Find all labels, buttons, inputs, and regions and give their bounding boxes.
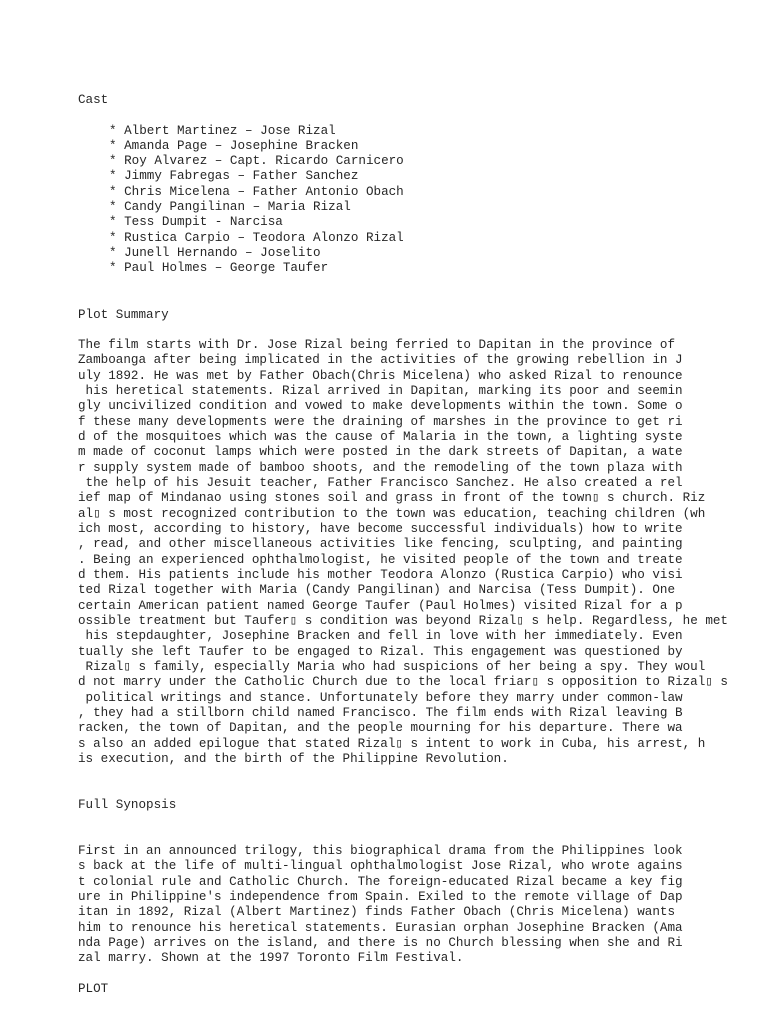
- plot-summary-line: uly 1892. He was met by Father Obach(Chris Micelena) who asked Rizal to renounce: [78, 369, 683, 383]
- plot-summary-line: gly uncivilized condition and vowed to make developments within the town. Some o: [78, 399, 683, 413]
- plot-summary-line: f these many developments were the draining of marshes in the province to get ri: [78, 415, 683, 429]
- plot-heading: PLOT: [78, 982, 109, 996]
- plot-summary-line: ief map of Mindanao using stones soil and grass in front of the town▯ s church. Riz: [78, 491, 706, 505]
- plot-summary-line: tually she left Taufer to be engaged to Rizal. This engagement was questioned by: [78, 645, 683, 659]
- cast-heading: Cast: [78, 93, 109, 107]
- plot-summary-line: certain American patient named George Taufer (Paul Holmes) visited Rizal for a p: [78, 599, 683, 613]
- plot-summary-line: his stepdaughter, Josephine Bracken and fell in love with her immediately. Even: [78, 629, 683, 643]
- cast-item: * Rustica Carpio – Teodora Alonzo Rizal: [109, 231, 404, 245]
- cast-item: * Chris Micelena – Father Antonio Obach: [109, 185, 404, 199]
- plot-summary-line: Zamboanga after being implicated in the activities of the growing rebellion in J: [78, 353, 683, 367]
- full-synopsis-line: s back at the life of multi-lingual ophthalmologist Jose Rizal, who wrote agains: [78, 859, 683, 873]
- plot-summary-line: ossible treatment but Taufer▯ s condition was beyond Rizal▯ s help. Regardless, he met: [78, 614, 728, 628]
- plot-summary-heading: Plot Summary: [78, 308, 169, 322]
- plot-summary-line: ich most, according to history, have become successful individuals) how to write: [78, 522, 683, 536]
- plot-summary-line: , read, and other miscellaneous activities like fencing, sculpting, and painting: [78, 537, 683, 551]
- full-synopsis-line: t colonial rule and Catholic Church. The foreign-educated Rizal became a key fig: [78, 875, 683, 889]
- plot-summary-line: s also an added epilogue that stated Rizal▯ s intent to work in Cuba, his arrest, h: [78, 737, 706, 751]
- plot-summary-line: d them. His patients include his mother Teodora Alonzo (Rustica Carpio) who visi: [78, 568, 683, 582]
- full-synopsis-line: itan in 1892, Rizal (Albert Martinez) finds Father Obach (Chris Micelena) wants: [78, 905, 676, 919]
- cast-item: * Tess Dumpit - Narcisa: [109, 215, 283, 229]
- cast-item: * Junell Hernando – Joselito: [109, 246, 321, 260]
- plot-summary-line: d of the mosquitoes which was the cause of Malaria in the town, a lighting syste: [78, 430, 683, 444]
- plot-summary-line: racken, the town of Dapitan, and the people mourning for his departure. There wa: [78, 721, 683, 735]
- plot-summary-line: ted Rizal together with Maria (Candy Pangilinan) and Narcisa (Tess Dumpit). One: [78, 583, 676, 597]
- full-synopsis-line: him to renounce his heretical statements. Eurasian orphan Josephine Bracken (Ama: [78, 921, 683, 935]
- full-synopsis-line: First in an announced trilogy, this biographical drama from the Philippines look: [78, 844, 683, 858]
- cast-item: * Amanda Page – Josephine Bracken: [109, 139, 359, 153]
- plot-summary-line: the help of his Jesuit teacher, Father Francisco Sanchez. He also created a rel: [78, 476, 683, 490]
- plot-summary-line: m made of coconut lamps which were posted in the dark streets of Dapitan, a wate: [78, 445, 683, 459]
- full-synopsis-line: ure in Philippine's independence from Spain. Exiled to the remote village of Dap: [78, 890, 683, 904]
- cast-item: * Albert Martinez – Jose Rizal: [109, 124, 336, 138]
- full-synopsis-heading: Full Synopsis: [78, 798, 177, 812]
- plot-summary-line: al▯ s most recognized contribution to the town was education, teaching children (wh: [78, 507, 706, 521]
- plot-summary-line: political writings and stance. Unfortunately before they marry under common-law: [78, 691, 683, 705]
- cast-item: * Jimmy Fabregas – Father Sanchez: [109, 169, 359, 183]
- full-synopsis-line: nda Page) arrives on the island, and there is no Church blessing when she and Ri: [78, 936, 683, 950]
- plot-summary-line: is execution, and the birth of the Philippine Revolution.: [78, 752, 509, 766]
- cast-item: * Paul Holmes – George Taufer: [109, 261, 329, 275]
- cast-item: * Roy Alvarez – Capt. Ricardo Carnicero: [109, 154, 404, 168]
- full-synopsis-line: zal marry. Shown at the 1997 Toronto Film Festival.: [78, 951, 464, 965]
- plot-summary-line: his heretical statements. Rizal arrived in Dapitan, marking its poor and seemin: [78, 384, 683, 398]
- plot-summary-line: d not marry under the Catholic Church due to the local friar▯ s opposition to Rizal▯ s: [78, 675, 728, 689]
- cast-item: * Candy Pangilinan – Maria Rizal: [109, 200, 351, 214]
- plot-summary-line: , they had a stillborn child named Francisco. The film ends with Rizal leaving B: [78, 706, 683, 720]
- plot-summary-line: Rizal▯ s family, especially Maria who had suspicions of her being a spy. They woul: [78, 660, 706, 674]
- plot-summary-line: r supply system made of bamboo shoots, and the remodeling of the town plaza with: [78, 461, 683, 475]
- plot-summary-line: The film starts with Dr. Jose Rizal being ferried to Dapitan in the province of: [78, 338, 676, 352]
- plot-summary-line: . Being an experienced ophthalmologist, he visited people of the town and treate: [78, 553, 683, 567]
